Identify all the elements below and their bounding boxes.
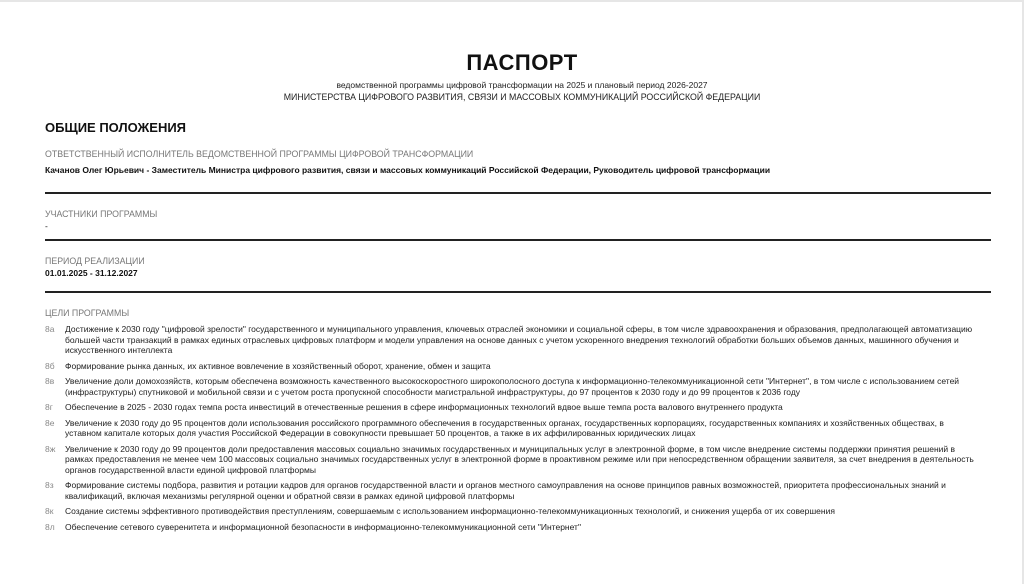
goal-number: 8л bbox=[45, 521, 55, 532]
goal-item bbox=[45, 418, 991, 439]
page-subtitle: ведомственной программы цифровой трансформации на 2025 и плановый период 2026-2027 bbox=[336, 80, 708, 90]
goal-number: 8а bbox=[45, 324, 55, 334]
goal-text: Создание системы эффективного противодействия преступлениям, совершаемым с использованием информационно-телекоммуникационных технологий, и снижения ущерба от их совершения bbox=[65, 506, 835, 516]
goal-text: Формирование системы подбора, развития и ротации кадров для органов государственной власти и органов местного самоуправления на основе принципов равных возможностей, приоритета профессиональных знаний и квалификаций, включая механизмы регулярной оценки и обратной связи в рамках единой цифровой платформы bbox=[65, 480, 946, 501]
participants-label: УЧАСТНИКИ ПРОГРАММЫ bbox=[45, 209, 158, 219]
participants-value: - bbox=[45, 221, 48, 231]
goal-number: 8е bbox=[45, 417, 55, 428]
goals-label: ЦЕЛИ ПРОГРАММЫ bbox=[45, 308, 130, 318]
responsible-value: Качанов Олег Юрьевич - Заместитель Министра цифрового развития, связи и массовых коммуникаций Российской Федерации, Руководитель цифровой трансформации bbox=[45, 165, 771, 175]
goal-number: 8б bbox=[45, 360, 55, 371]
goal-item bbox=[45, 402, 991, 413]
document-header bbox=[0, 0, 1024, 103]
goal-text: Увеличение доли домохозяйств, которым обеспечена возможность качественного высокоскоростного широкополосного доступа к информационно-телекоммуникационной сети "Интернет", в том числе с использованием сетей (инфраструктуры) спутниковой и мобильной связи и с учетом роста пропускной способности магистральной инфраструктуры, до 97 процентов к 2030 году и до 99 процентов к 2036 году bbox=[65, 376, 960, 397]
goal-item bbox=[45, 480, 991, 501]
section-title-general: ОБЩИЕ ПОЛОЖЕНИЯ bbox=[45, 120, 187, 135]
goal-text: Обеспечение сетевого суверенитета и информационной безопасности в информационно-телекоммуникационной сети "Интернет" bbox=[65, 521, 581, 532]
goal-item bbox=[45, 444, 991, 476]
goal-text: Увеличение к 2030 году до 99 процентов доли предоставления массовых социально значимых государственных и муниципальных услуг в электронной форме, в том числе внедрение системы поддержки принятия решений в рамках предоставления не менее чем 100 массовых социально значимых государственных услуг в электронной форме в проактивном режиме или при непосредственном обращении заявителя, за счет внедрения в деятельность органов государственной власти единой цифровой платформы bbox=[65, 443, 974, 475]
goal-text: Формирование рынка данных, их активное вовлечение в хозяйственный оборот, хранение, обмен и защита bbox=[65, 360, 491, 371]
responsible-block bbox=[45, 136, 991, 194]
period-value: 01.01.2025 - 31.12.2027 bbox=[45, 268, 138, 278]
goal-number: 8к bbox=[45, 506, 54, 516]
page-title: ПАСПОРТ bbox=[466, 50, 578, 75]
goal-item bbox=[45, 361, 991, 372]
top-edge-divider bbox=[0, 0, 1024, 2]
goals-block bbox=[45, 293, 991, 532]
goal-text: Увеличение к 2030 году до 95 процентов доли использования российского программного обеспечения в государственных органах, государственных корпорациях, государственных компаниях и хозяйственных обществах, в уставном капитале которых доля участия Российской Федерации в совокупности превышает 50 процентов, а также в их аффилированных юридических лицах bbox=[65, 417, 944, 438]
ministry-name: МИНИСТЕРСТВА ЦИФРОВОГО РАЗВИТИЯ, СВЯЗИ И МАССОВЫХ КОММУНИКАЦИЙ РОССИЙСКОЙ ФЕДЕРАЦИИ bbox=[283, 92, 761, 102]
goal-text: Достижение к 2030 году "цифровой зрелости" государственного и муниципального управления, ключевых отраслей экономики и социальной сферы, в том числе здравоохранения и образования, предполагающей автоматизацию большей части транзакций в рамках единых отраслевых цифровых платформ и модели управления на основе данных с учетом ускоренного внедрения технологий обработки больших объемов данных, машинного обучения и искусственного интеллекта bbox=[65, 324, 973, 355]
goal-number: 8г bbox=[45, 402, 53, 412]
responsible-label: ОТВЕТСТВЕННЫЙ ИСПОЛНИТЕЛЬ ВЕДОМСТВЕННОЙ ПРОГРАММЫ ЦИФРОВОЙ ТРАНСФОРМАЦИИ bbox=[45, 149, 474, 159]
goal-text: Обеспечение в 2025 - 2030 годах темпа роста инвестиций в отечественные решения в сфере информационных технологий вдвое выше темпа роста валового внутреннего продукта bbox=[65, 402, 783, 412]
goals-list bbox=[45, 324, 991, 532]
goal-item bbox=[45, 376, 991, 397]
period-block bbox=[45, 241, 991, 293]
goal-number: 8ж bbox=[45, 443, 56, 454]
goal-item bbox=[45, 324, 991, 356]
period-label: ПЕРИОД РЕАЛИЗАЦИИ bbox=[45, 256, 145, 266]
goal-number: 8в bbox=[45, 376, 55, 386]
goal-item bbox=[45, 522, 991, 533]
participants-block bbox=[45, 194, 991, 241]
goal-number: 8з bbox=[45, 480, 54, 490]
goal-item bbox=[45, 506, 991, 517]
